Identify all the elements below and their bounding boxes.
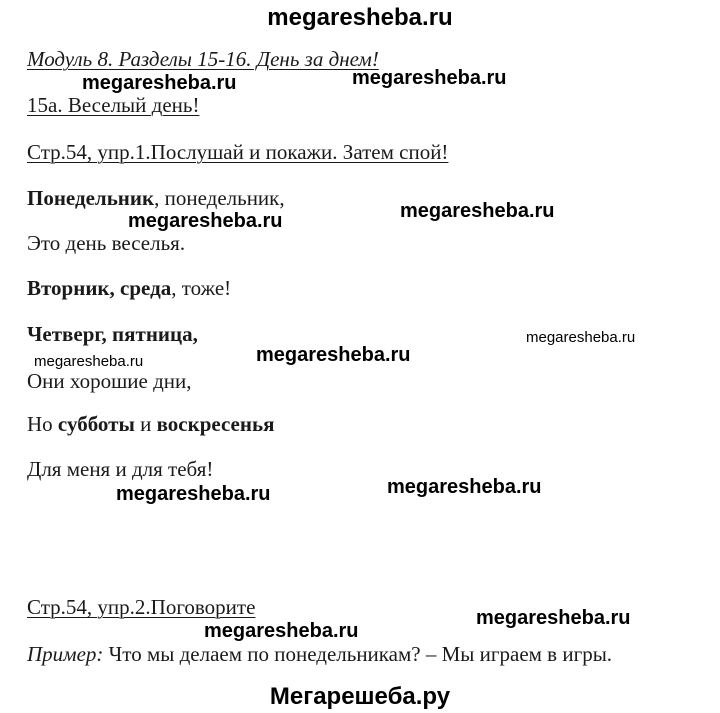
poem-line-4 [27,322,198,346]
watermark-3: megaresheba.ru [128,210,283,232]
watermark-10: megaresheba.ru [476,607,631,629]
poem-line-3-bold: Вторник, среда [27,276,172,300]
lesson-title: 15a. Веселый день! [27,93,200,117]
poem-line-3-rest: , тоже! [171,276,232,300]
poem-line-4-bold: Четверг, пятница, [27,322,198,346]
example-text: Что мы делаем по понедельникам? – Мы играем в игры. [103,642,613,666]
poem-line-7: Для меня и для тебя! [27,457,214,481]
watermark-1: megaresheba.ru [82,72,237,94]
watermark-8: megaresheba.ru [116,483,271,505]
poem-line-5: Они хорошие дни, [27,369,192,393]
poem-line-6-d: воскресенья [156,412,275,436]
module-title: Модуль 8. Разделы 15-16. День за днем! [27,47,379,71]
poem-line-1 [27,186,285,210]
watermark-6: megaresheba.ru [34,353,144,370]
poem-line-6 [27,412,274,436]
watermark-5: megaresheba.ru [526,329,636,346]
watermark-11: megaresheba.ru [204,620,359,642]
poem-line-6-a: Но [27,412,58,436]
example-label: Пример: [27,642,104,666]
header-watermark: megaresheba.ru [267,4,453,31]
exercise1-title: Стр.54, упр.1.Послушай и покажи. Затем спой! [27,140,449,164]
exercise2-example [27,642,612,666]
poem-line-1-bold: Понедельник [27,186,155,210]
poem-line-6-b: субботы [57,412,135,436]
poem-line-2: Это день веселья. [27,231,186,255]
poem-line-6-c: и [134,412,157,436]
watermark-7: megaresheba.ru [256,344,411,366]
poem-line-1-rest: , понедельник, [154,186,285,210]
footer-watermark: Мегарешеба.ру [269,683,451,710]
watermark-2: megaresheba.ru [352,67,507,89]
watermark-4: megaresheba.ru [400,200,555,222]
exercise2-title: Стр.54, упр.2.Поговорите [27,595,256,619]
watermark-9: megaresheba.ru [387,476,542,498]
poem-line-3 [27,276,231,300]
